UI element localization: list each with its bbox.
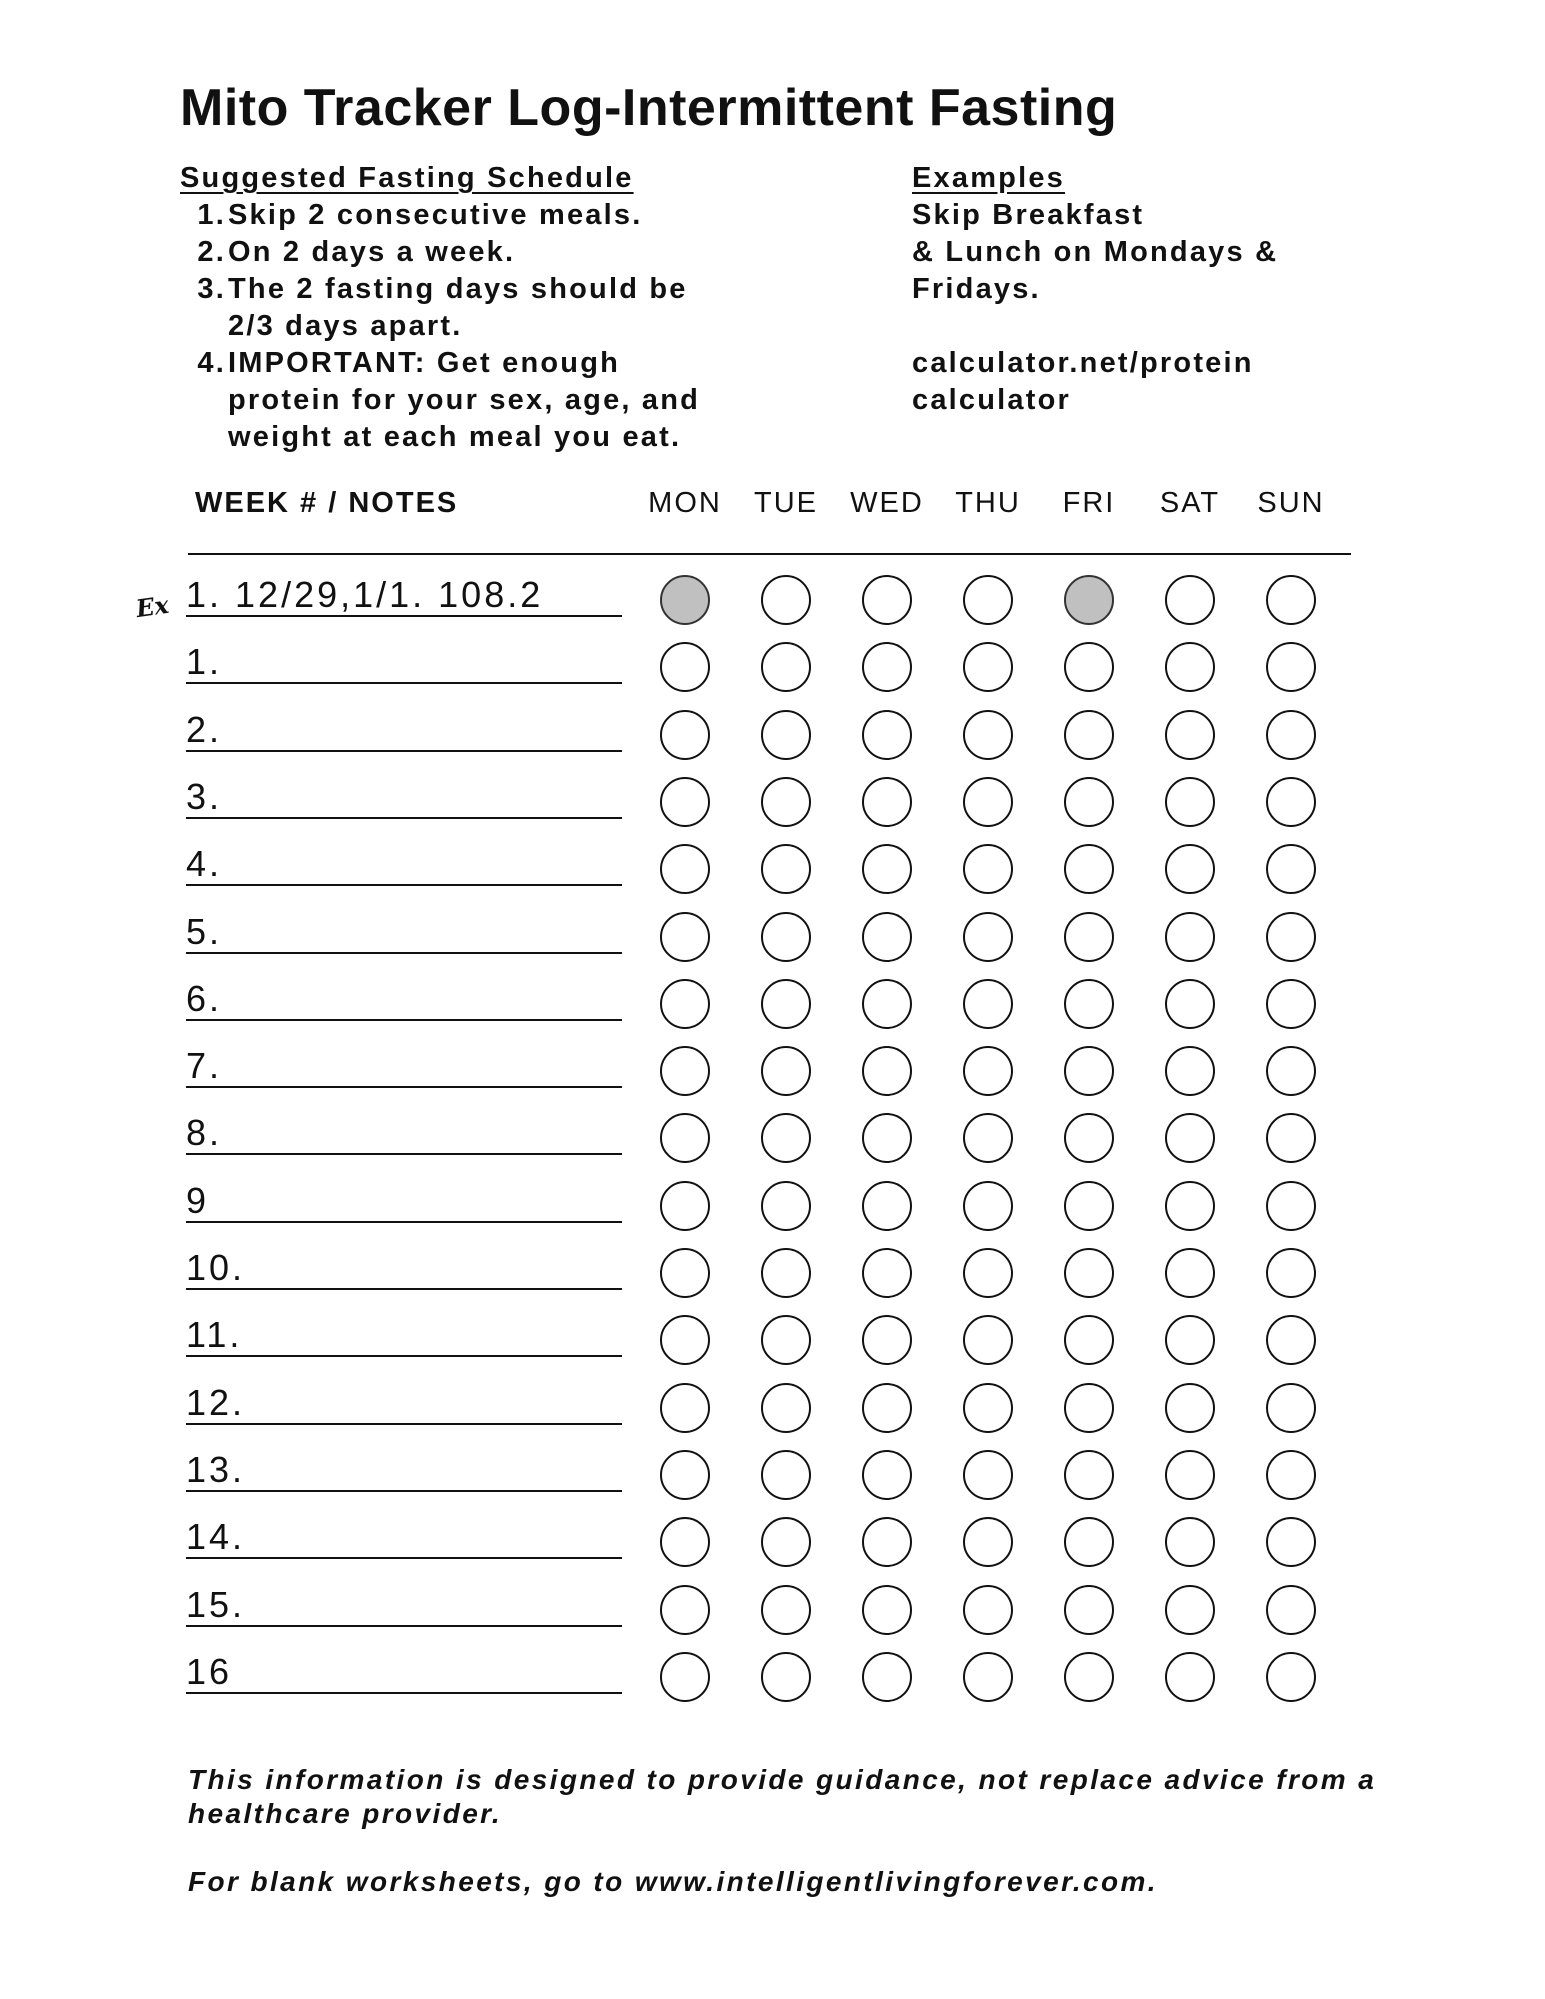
fasting-checkbox-wed[interactable]	[862, 1315, 912, 1365]
fasting-checkbox-sat[interactable]	[1165, 1248, 1215, 1298]
fasting-checkbox-sat[interactable]	[1165, 1652, 1215, 1702]
fasting-checkbox-wed[interactable]	[862, 575, 912, 625]
fasting-checkbox-thu[interactable]	[963, 844, 1013, 894]
week-notes-field[interactable]: 11.	[186, 1315, 622, 1357]
fasting-checkbox-sat[interactable]	[1165, 912, 1215, 962]
fasting-checkbox-wed[interactable]	[862, 777, 912, 827]
week-notes-field[interactable]: 6.	[186, 979, 622, 1021]
schedule-item-line: Skip 2 consecutive meals.	[228, 199, 643, 231]
example-week-notes-field[interactable]: 1. 12/29,1/1. 108.2	[186, 575, 622, 617]
fasting-checkbox-mon[interactable]	[660, 1652, 710, 1702]
fasting-checkbox-tue[interactable]	[761, 1113, 811, 1163]
fasting-checkbox-tue[interactable]	[761, 1517, 811, 1567]
day-header-tue: TUE	[754, 487, 818, 519]
week-notes-field[interactable]: 8.	[186, 1113, 622, 1155]
week-notes-field[interactable]: 14.	[186, 1517, 622, 1559]
fasting-checkbox-mon[interactable]	[660, 1046, 710, 1096]
schedule-item	[180, 271, 880, 345]
fasting-checkbox-thu[interactable]	[963, 1181, 1013, 1231]
fasting-checkbox-mon[interactable]	[660, 1181, 710, 1231]
day-header-fri: FRI	[1062, 487, 1116, 519]
example-line: & Lunch on Mondays &	[912, 236, 1279, 268]
fasting-checkbox-mon[interactable]	[660, 1517, 710, 1567]
fasting-checkbox-tue[interactable]	[761, 979, 811, 1029]
week-notes-field[interactable]: 1.	[186, 642, 622, 684]
fasting-checkbox-sun[interactable]	[1266, 1315, 1316, 1365]
fasting-checkbox-wed[interactable]	[862, 642, 912, 692]
fasting-checkbox-sun[interactable]	[1266, 844, 1316, 894]
fasting-checkbox-sat[interactable]	[1165, 1046, 1215, 1096]
fasting-checkbox-mon[interactable]	[660, 1585, 710, 1635]
fasting-checkbox-mon[interactable]	[660, 979, 710, 1029]
fasting-checkbox-tue[interactable]	[761, 912, 811, 962]
fasting-checkbox-fri[interactable]	[1064, 1248, 1114, 1298]
fasting-checkbox-sat[interactable]	[1165, 1585, 1215, 1635]
fasting-checkbox-tue[interactable]	[761, 1585, 811, 1635]
fasting-checkbox-sat[interactable]	[1165, 844, 1215, 894]
schedule-item-number: 1.	[197, 199, 226, 231]
fasting-checkbox-wed[interactable]	[862, 1383, 912, 1433]
fasting-checkbox-thu[interactable]	[963, 1113, 1013, 1163]
fasting-checkbox-fri[interactable]	[1064, 1046, 1114, 1096]
fasting-checkbox-mon[interactable]	[660, 1248, 710, 1298]
fasting-checkbox-tue[interactable]	[761, 1248, 811, 1298]
fasting-checkbox-tue[interactable]	[761, 642, 811, 692]
fasting-checkbox-sat[interactable]	[1165, 777, 1215, 827]
day-header-thu: THU	[955, 487, 1021, 519]
fasting-checkbox-sat[interactable]	[1165, 575, 1215, 625]
schedule-item	[180, 345, 880, 456]
fasting-checkbox-sun[interactable]	[1266, 979, 1316, 1029]
header-divider	[188, 553, 1351, 555]
fasting-checkbox-fri[interactable]	[1064, 1517, 1114, 1567]
fasting-checkbox-mon[interactable]	[660, 575, 710, 625]
fasting-checkbox-tue[interactable]	[761, 844, 811, 894]
fasting-checkbox-tue[interactable]	[761, 710, 811, 760]
fasting-checkbox-thu[interactable]	[963, 1248, 1013, 1298]
fasting-checkbox-fri[interactable]	[1064, 1652, 1114, 1702]
fasting-checkbox-fri[interactable]	[1064, 777, 1114, 827]
schedule-item-number: 3.	[197, 273, 226, 305]
week-notes-field[interactable]: 4.	[186, 844, 622, 886]
schedule-item-line: On 2 days a week.	[228, 236, 516, 268]
fasting-checkbox-mon[interactable]	[660, 642, 710, 692]
schedule-item-line: protein for your sex, age, and	[228, 384, 701, 416]
fasting-checkbox-sun[interactable]	[1266, 777, 1316, 827]
fasting-checkbox-sun[interactable]	[1266, 1113, 1316, 1163]
fasting-checkbox-mon[interactable]	[660, 777, 710, 827]
fasting-checkbox-fri[interactable]	[1064, 1585, 1114, 1635]
fasting-checkbox-thu[interactable]	[963, 575, 1013, 625]
fasting-checkbox-tue[interactable]	[761, 1046, 811, 1096]
fasting-checkbox-wed[interactable]	[862, 979, 912, 1029]
fasting-checkbox-sun[interactable]	[1266, 1383, 1316, 1433]
fasting-checkbox-mon[interactable]	[660, 844, 710, 894]
schedule-item	[180, 234, 880, 271]
fasting-checkbox-wed[interactable]	[862, 1652, 912, 1702]
fasting-checkbox-mon[interactable]	[660, 912, 710, 962]
fasting-checkbox-thu[interactable]	[963, 1517, 1013, 1567]
example-line: Fridays.	[912, 273, 1041, 305]
fasting-checkbox-fri[interactable]	[1064, 642, 1114, 692]
week-notes-field[interactable]: 9	[186, 1181, 622, 1223]
schedule-item-number: 4.	[197, 347, 226, 379]
fasting-checkbox-sun[interactable]	[1266, 1585, 1316, 1635]
fasting-checkbox-thu[interactable]	[963, 1450, 1013, 1500]
fasting-checkbox-fri[interactable]	[1064, 1113, 1114, 1163]
fasting-checkbox-sat[interactable]	[1165, 1315, 1215, 1365]
examples-heading: Examples	[912, 162, 1066, 194]
fasting-checkbox-thu[interactable]	[963, 1652, 1013, 1702]
schedule-heading: Suggested Fasting Schedule	[180, 162, 634, 194]
week-notes-field[interactable]: 10.	[186, 1248, 622, 1290]
fasting-checkbox-wed[interactable]	[862, 912, 912, 962]
week-notes-field[interactable]: 13.	[186, 1450, 622, 1492]
protein-calculator-link-continued[interactable]: calculator	[912, 384, 1071, 416]
fasting-checkbox-mon[interactable]	[660, 710, 710, 760]
fasting-checkbox-sun[interactable]	[1266, 1046, 1316, 1096]
example-row-mark: Ex	[134, 589, 171, 624]
fasting-checkbox-fri[interactable]	[1064, 1450, 1114, 1500]
page-title: Mito Tracker Log-Intermittent Fasting	[180, 79, 1118, 137]
week-notes-header: WEEK # / NOTES	[195, 487, 459, 519]
fasting-checkbox-thu[interactable]	[963, 1585, 1013, 1635]
schedule-section	[180, 160, 880, 456]
week-notes-field[interactable]: 16	[186, 1652, 622, 1694]
fasting-checkbox-sat[interactable]	[1165, 1113, 1215, 1163]
disclaimer-text: This information is designed to provide guidance, not replace advice from a healthcare provider.	[188, 1764, 1377, 1829]
fasting-checkbox-tue[interactable]	[761, 1450, 811, 1500]
week-notes-field[interactable]: 2.	[186, 710, 622, 752]
fasting-checkbox-tue[interactable]	[761, 1315, 811, 1365]
fasting-checkbox-wed[interactable]	[862, 844, 912, 894]
fasting-checkbox-mon[interactable]	[660, 1450, 710, 1500]
fasting-checkbox-thu[interactable]	[963, 710, 1013, 760]
fasting-checkbox-thu[interactable]	[963, 1315, 1013, 1365]
fasting-checkbox-sun[interactable]	[1266, 1181, 1316, 1231]
week-notes-field[interactable]: 7.	[186, 1046, 622, 1088]
fasting-checkbox-sat[interactable]	[1165, 1450, 1215, 1500]
examples-section	[912, 160, 1432, 419]
fasting-checkbox-fri[interactable]	[1064, 710, 1114, 760]
fasting-checkbox-sun[interactable]	[1266, 1248, 1316, 1298]
fasting-checkbox-tue[interactable]	[761, 1181, 811, 1231]
fasting-checkbox-fri[interactable]	[1064, 844, 1114, 894]
day-header-sun: SUN	[1257, 487, 1325, 519]
fasting-checkbox-sun[interactable]	[1266, 1450, 1316, 1500]
fasting-checkbox-tue[interactable]	[761, 1383, 811, 1433]
fasting-checkbox-sat[interactable]	[1165, 1383, 1215, 1433]
schedule-item-line: weight at each meal you eat.	[228, 421, 682, 453]
fasting-checkbox-wed[interactable]	[862, 1248, 912, 1298]
fasting-checkbox-thu[interactable]	[963, 1383, 1013, 1433]
fasting-checkbox-thu[interactable]	[963, 979, 1013, 1029]
fasting-checkbox-sat[interactable]	[1165, 710, 1215, 760]
fasting-checkbox-thu[interactable]	[963, 1046, 1013, 1096]
fasting-checkbox-tue[interactable]	[761, 777, 811, 827]
week-notes-field[interactable]: 15.	[186, 1585, 622, 1627]
day-header-sat: SAT	[1159, 487, 1221, 519]
fasting-checkbox-sun[interactable]	[1266, 912, 1316, 962]
fasting-checkbox-mon[interactable]	[660, 1383, 710, 1433]
day-header-mon: MON	[648, 487, 722, 519]
schedule-item	[180, 197, 880, 234]
schedule-item-line: IMPORTANT: Get enough	[228, 347, 621, 379]
fasting-checkbox-wed[interactable]	[862, 1046, 912, 1096]
protein-calculator-link[interactable]: calculator.net/protein	[912, 347, 1254, 379]
schedule-item-line: 2/3 days apart.	[228, 310, 463, 342]
fasting-checkbox-fri[interactable]	[1064, 1181, 1114, 1231]
fasting-checkbox-thu[interactable]	[963, 642, 1013, 692]
fasting-checkbox-tue[interactable]	[761, 575, 811, 625]
fasting-checkbox-fri[interactable]	[1064, 575, 1114, 625]
schedule-item-number: 2.	[197, 236, 226, 268]
fasting-checkbox-mon[interactable]	[660, 1315, 710, 1365]
week-notes-field[interactable]: 3.	[186, 777, 622, 819]
fasting-checkbox-sun[interactable]	[1266, 575, 1316, 625]
fasting-checkbox-fri[interactable]	[1064, 979, 1114, 1029]
footer-text: For blank worksheets, go to www.intelligentlivingforever.com.	[188, 1866, 1158, 1897]
fasting-checkbox-wed[interactable]	[862, 710, 912, 760]
fasting-checkbox-mon[interactable]	[660, 1113, 710, 1163]
schedule-item-line: The 2 fasting days should be	[228, 273, 688, 305]
schedule-list	[180, 197, 880, 456]
fasting-checkbox-wed[interactable]	[862, 1585, 912, 1635]
fasting-checkbox-wed[interactable]	[862, 1517, 912, 1567]
fasting-checkbox-wed[interactable]	[862, 1181, 912, 1231]
example-line: Skip Breakfast	[912, 199, 1145, 231]
fasting-checkbox-sun[interactable]	[1266, 1517, 1316, 1567]
week-notes-field[interactable]: 12.	[186, 1383, 622, 1425]
fasting-checkbox-thu[interactable]	[963, 912, 1013, 962]
fasting-checkbox-thu[interactable]	[963, 777, 1013, 827]
fasting-checkbox-sun[interactable]	[1266, 642, 1316, 692]
fasting-checkbox-sat[interactable]	[1165, 1181, 1215, 1231]
week-notes-field[interactable]: 5.	[186, 912, 622, 954]
day-header-wed: WED	[850, 487, 924, 519]
fasting-checkbox-fri[interactable]	[1064, 1383, 1114, 1433]
fasting-checkbox-sat[interactable]	[1165, 642, 1215, 692]
fasting-checkbox-fri[interactable]	[1064, 1315, 1114, 1365]
fasting-checkbox-sun[interactable]	[1266, 1652, 1316, 1702]
fasting-checkbox-wed[interactable]	[862, 1450, 912, 1500]
fasting-checkbox-sat[interactable]	[1165, 979, 1215, 1029]
fasting-checkbox-tue[interactable]	[761, 1652, 811, 1702]
fasting-checkbox-sat[interactable]	[1165, 1517, 1215, 1567]
fasting-checkbox-sun[interactable]	[1266, 710, 1316, 760]
fasting-checkbox-wed[interactable]	[862, 1113, 912, 1163]
fasting-checkbox-fri[interactable]	[1064, 912, 1114, 962]
